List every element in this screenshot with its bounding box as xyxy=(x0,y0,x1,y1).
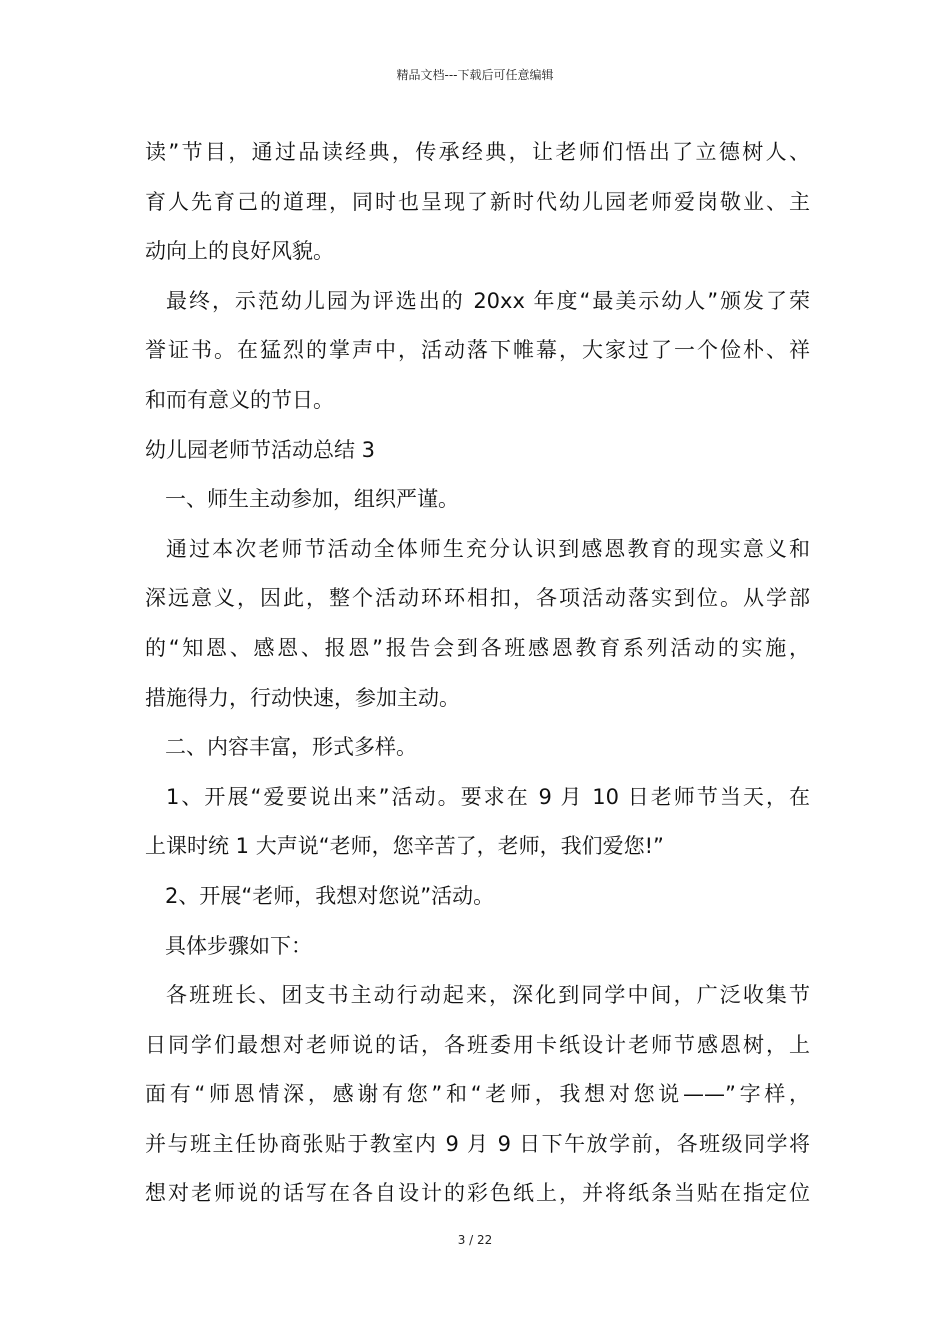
text-line: 誉证书。在猛烈的掌声中，活动落下帷幕，大家过了一个俭朴、祥 xyxy=(145,338,810,363)
text-line: 二、内容丰富，形式多样。 xyxy=(165,735,417,760)
text-line: 通过本次老师节活动全体师生充分认识到感恩教育的现实意义和 xyxy=(166,536,810,561)
text-line: 的“知恩、感恩、报恩”报告会到各班感恩教育系列活动的实施， xyxy=(145,635,810,660)
text-line: 动向上的良好风貌。 xyxy=(145,239,334,264)
text-line: 育人先育己的道理，同时也呈现了新时代幼儿园老师爱岗敬业、主 xyxy=(145,189,810,214)
text-line: 面有“师恩情深，感谢有您”和“老师，我想对您说——”字样， xyxy=(145,1082,810,1107)
text-line: 深远意义，因此，整个活动环环相扣，各项活动落实到位。从学部 xyxy=(145,586,810,611)
text-line: 措施得力，行动快速，参加主动。 xyxy=(145,685,460,710)
document-body xyxy=(145,128,810,1219)
text-line: 并与班主任协商张贴于教室内 9 月 9 日下午放学前，各班级同学将 xyxy=(145,1131,810,1156)
text-line: 最终，示范幼儿园为评选出的 20xx 年度“最美示幼人”颁发了荣 xyxy=(166,288,810,313)
text-line: 1、开展“爱要说出来”活动。要求在 9 月 10 日老师节当天，在 xyxy=(166,784,810,809)
page-header xyxy=(0,67,950,83)
text-line: 各班班长、团支书主动行动起来，深化到同学中间，广泛收集节 xyxy=(166,983,810,1008)
text-line: 想对老师说的话写在各自设计的彩色纸上，并将纸条当贴在指定位 xyxy=(145,1181,810,1206)
text-line: 具体步骤如下： xyxy=(165,933,312,958)
header-text: 精品文档---下载后可任意编辑 xyxy=(396,68,554,82)
text-line: 一、师生主动参加，组织严谨。 xyxy=(165,487,459,512)
page-number-total: 22 xyxy=(477,1233,493,1247)
text-line: 读”节目，通过品读经典，传承经典，让老师们悟出了立德树人、 xyxy=(145,140,810,164)
text-line: 和而有意义的节日。 xyxy=(145,387,334,412)
page-number-current: 3 xyxy=(457,1233,466,1247)
text-line: 日同学们最想对老师说的话，各班委用卡纸设计老师节感恩树，上 xyxy=(145,1032,810,1057)
text-line: 幼儿园老师节活动总结 3 xyxy=(145,437,376,462)
text-line: 上课时统 1 大声说“老师，您辛苦了，老师，我们爱您!” xyxy=(145,834,664,859)
page-number-separator: / xyxy=(465,1233,478,1247)
text-line: 2、开展“老师，我想对您说”活动。 xyxy=(165,883,495,908)
page-footer xyxy=(0,1232,950,1248)
